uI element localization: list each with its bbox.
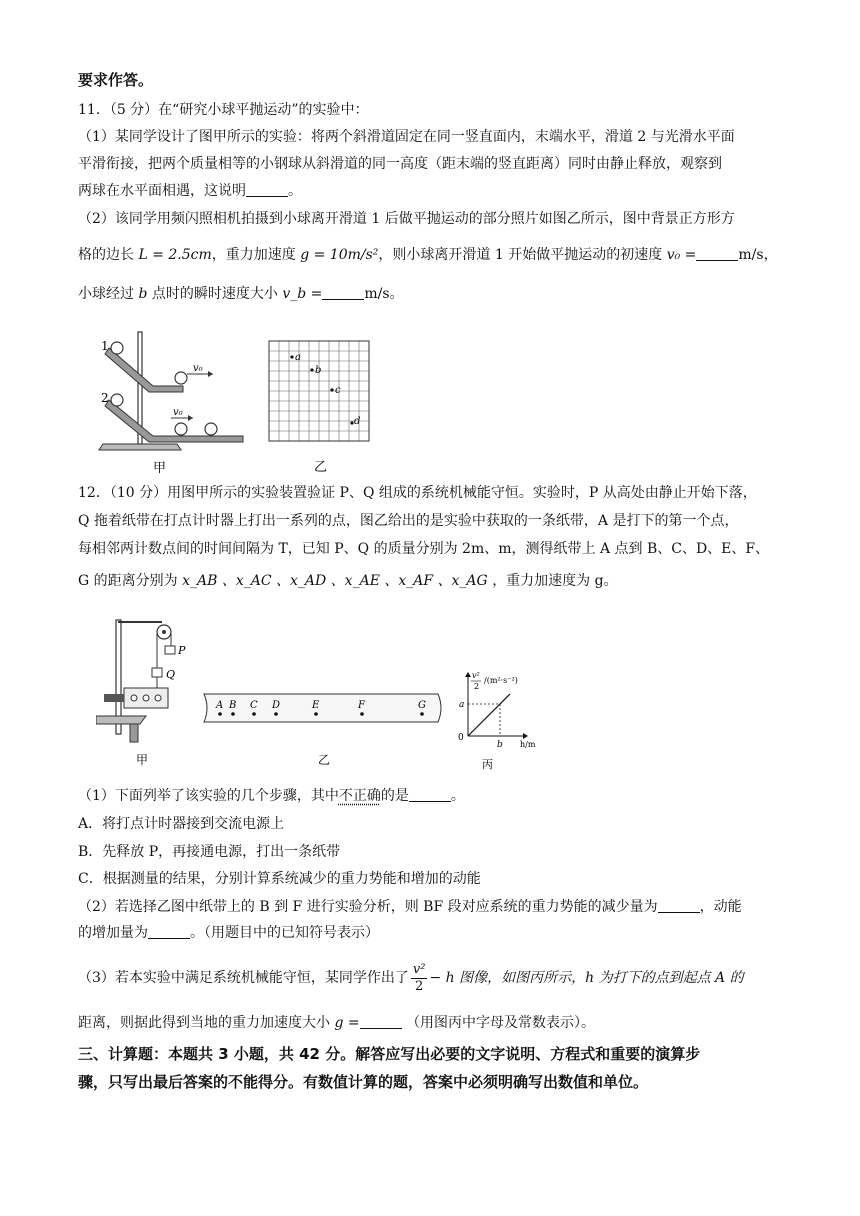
label-Q: Q — [166, 668, 176, 681]
track2-label: 2 — [101, 391, 109, 405]
grid-label-d: d — [354, 416, 361, 427]
continued-instruction: 要求作答。 — [78, 71, 154, 89]
q11-p2-l3-a: 小球经过 — [78, 286, 134, 302]
q11-p2-l3-c: 点时的瞬时速度大小 — [151, 286, 278, 302]
q11-blank-2 — [696, 246, 738, 261]
grid-point-b — [310, 368, 313, 371]
q12-distance-vars: x_AB 、x_AC 、x_AD 、x_AE 、x_AF 、x_AG — [182, 573, 488, 589]
grid-point-c — [330, 388, 333, 391]
q12-option-C: C．根据测量的结果，分别计算系统减少的重力势能和增加的动能 — [78, 871, 481, 887]
q11-v0: v₀ = — [666, 247, 697, 263]
q11-p2-line2 — [78, 245, 778, 265]
q12-sub2-line1 — [78, 897, 742, 917]
q11-p1-line2: 平滑衔接，把两个质量相等的小钢球从斜滑道的同一高度（距末端的竖直距离）同时由静止释放，观察到 — [78, 156, 722, 172]
q12-s3-a: （3）若本实验中满足系统机械能守恒，某同学作出了 — [78, 970, 409, 986]
tape-label-E: E — [312, 700, 320, 711]
tape-point-E — [314, 712, 318, 716]
q12-figure-bing-graph — [452, 668, 572, 778]
q11-vb-unit: m/s。 — [364, 286, 404, 302]
v0-label-2: v₀ — [173, 407, 183, 418]
q12-line3: 每相邻两计数点间的时间间隔为 T，已知 P、Q 的质量分别为 2m、m，测得纸带上 A 点到 B、C、D、E、F、 — [78, 541, 770, 557]
graph-line — [468, 694, 510, 736]
q12-frac-num: v² — [412, 961, 426, 977]
q11-p2-line3 — [78, 284, 404, 304]
q12-sub2-line2 — [78, 923, 379, 943]
tape-point-G — [420, 712, 424, 716]
grid-label-c: c — [335, 385, 341, 396]
q11-vb: v_b = — [282, 286, 323, 302]
fig12-bing-caption: 丙 — [482, 758, 493, 771]
q12-line4 — [78, 571, 618, 591]
q11-p1-line1: （1）某同学设计了图甲所示的实验：将两个斜滑道固定在同一竖直面内，末端水平，滑道 2 与光滑水平面 — [78, 129, 735, 145]
q11-p2-line1: （2）该同学用频闪照相机拍摄到小球离开滑道 1 后做平抛运动的部分照片如图乙所示，图中背景正方形方 — [78, 211, 735, 227]
tape-label-A: A — [216, 700, 224, 711]
q12-blank-1 — [409, 787, 451, 802]
section3-line2: 骤，只写出最后答案的不能得分。有数值计算的题，答案中必须明确写出数值和单位。 — [78, 1073, 649, 1091]
fig-jia-caption: 甲 — [153, 461, 167, 476]
tape-label-G: G — [418, 700, 426, 711]
q12-s2-a: （2）若选择乙图中纸带上的 B 到 F 进行实验分析，则 BF 段对应系统的重力势能的减少量为 — [78, 899, 658, 915]
q12-l4-b: ，重力加速度为 g。 — [492, 573, 618, 589]
q11-g-value: g = 10m/s² — [300, 247, 379, 263]
q12-s1-a: （1）下面列举了该实验的几个步骤，其中 — [78, 788, 339, 804]
q12-line1: 12．（10 分）用图甲所示的实验装置验证 P、Q 组成的系统机械能守恒。实验时，P 从高处由静止开始下落， — [78, 485, 757, 501]
q11-p1-line3-text: 两球在水平面相遇，这说明 — [78, 183, 246, 199]
q11-p2-l2-c: ，则小球离开滑道 1 开始做平抛运动的初速度 — [378, 247, 663, 263]
q11-v0-unit: m/s， — [738, 247, 778, 263]
section3-line1: 三、计算题：本题共 3 小题，共 42 分。解答应写出必要的文字说明、方程式和重要的演算步 — [78, 1045, 701, 1063]
graph-b-label: b — [497, 740, 503, 750]
q12-s3-c: 距离，则据此得到当地的重力加速度大小 — [78, 1015, 330, 1031]
fig12-yi-caption: 乙 — [318, 753, 331, 767]
graph-origin: 0 — [458, 733, 464, 743]
q12-sub3-line1 — [78, 960, 744, 996]
q12-option-B: B．先释放 P，再接通电源，打出一条纸带 — [78, 844, 341, 860]
tape-point-A — [218, 712, 222, 716]
grid-label-b: b — [315, 365, 322, 376]
q12-fraction — [411, 962, 428, 995]
track1-label: 1 — [101, 339, 109, 353]
q11-L-value: L = 2.5cm — [138, 247, 212, 263]
q12-s3-g: g = — [334, 1015, 360, 1031]
tape-point-C — [252, 712, 256, 716]
q12-s2-c: 的增加量为 — [78, 925, 148, 941]
graph-y-num: v² — [472, 671, 480, 680]
q12-s3-d: （用图丙中字母及常数表示）。 — [406, 1015, 596, 1031]
q12-blank-4 — [360, 1014, 402, 1029]
q12-sub1 — [78, 786, 465, 806]
q11-figure-yi — [266, 338, 376, 478]
tape-label-D: D — [272, 700, 281, 711]
q11-p2-l2-a: 格的边长 — [78, 247, 134, 263]
graph-a-label: a — [459, 700, 465, 710]
q12-s2-b: ，动能 — [699, 899, 742, 915]
fig12-jia-caption: 甲 — [136, 753, 149, 767]
q12-s1-emphasis: 不正确 — [338, 788, 381, 804]
grid-label-a: a — [295, 352, 301, 363]
q11-p2-l2-b: ，重力加速度 — [211, 247, 296, 263]
q11-blank-1 — [246, 182, 288, 197]
q12-blank-2 — [658, 898, 700, 913]
q12-option-A: A．将打点计时器接到交流电源上 — [78, 816, 285, 832]
graph-y-unit: /(m²·s⁻²) — [484, 676, 518, 685]
tape-label-B: B — [229, 700, 237, 711]
q12-blank-3 — [148, 924, 190, 939]
fig-yi-caption: 乙 — [314, 460, 328, 475]
tape-label-C: C — [250, 700, 258, 711]
q11-p1-line3-end: 。 — [288, 183, 302, 199]
q12-frac-den: 2 — [415, 978, 424, 994]
q11-point-b: b — [138, 286, 148, 302]
q12-s2-d: 。（用题目中的已知符号表示） — [190, 925, 379, 941]
grid-point-a — [290, 355, 293, 358]
tape-point-F — [360, 712, 364, 716]
q12-l4-a: G 的距离分别为 — [78, 573, 178, 589]
q12-s1-b: 的是 — [380, 788, 409, 804]
q12-sub3-line2 — [78, 1013, 595, 1033]
q12-line2: Q 拖着纸带在打点计时器上打出一系列的点，图乙给出的是实验中获取的一条纸带，A 是打下的第一个点， — [78, 513, 739, 529]
tape-point-D — [274, 712, 278, 716]
q12-s1-end: 。 — [450, 788, 465, 804]
graph-x-label: h/m — [520, 740, 536, 749]
q11-p1-line3 — [78, 181, 302, 201]
label-P: P — [178, 644, 186, 657]
q12-s3-b: − h 图像，如图丙所示，h 为打下的点到起点 A 的 — [429, 970, 744, 986]
q11-blank-3 — [322, 285, 364, 300]
q11-figure-jia — [95, 330, 255, 478]
q12-figure-jia — [96, 612, 216, 772]
q12-figure-yi-tape — [200, 688, 450, 768]
v0-label-1: v₀ — [193, 363, 203, 374]
tape-point-B — [231, 712, 235, 716]
graph-y-den: 2 — [474, 682, 480, 691]
q11-title: 11．（5 分）在“研究小球平抛运动”的实验中： — [78, 102, 369, 118]
tape-label-F: F — [358, 700, 365, 711]
